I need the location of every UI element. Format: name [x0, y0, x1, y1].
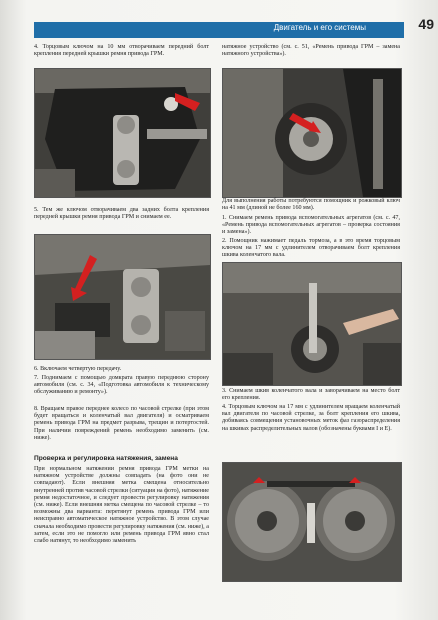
page-number: 49: [418, 16, 434, 32]
photo-crankshaft-pulley-bolt: [222, 262, 402, 386]
photo-tensioner-marks: [222, 68, 402, 198]
left-step-6: 6. Включаем четвертую передачу.: [34, 366, 122, 372]
right-step-4: 4. Торцовым ключом на 17 мм с удлинителем вращаем коленчатый вал двигателя по часовой стрелке, за болт крепления его шкива, добиваясь совмещения установочных меток фаз газораспределения на шкивах распределительных валов (обозначены буквами I и E).: [222, 404, 400, 432]
engine-photo-4: [223, 263, 401, 385]
right-tools-text: Для выполнения работы потребуются помощник и рожковый ключ на 41 мм (длиной не более 160 мм).: [222, 198, 400, 212]
engine-photo-5: [223, 463, 401, 581]
right-step-2: 2. Помощник нажимает педаль тормоза, а в это время торцовым ключом на 17 мм с удлинителем отворачиваем болт крепления шкива коленчатого вала.: [222, 238, 400, 259]
photo-timing-cover-front-bolt: [34, 68, 211, 198]
left-step-5: 5. Тем же ключом отворачиваем два задних болта крепления передней крышки ремня привода ГРМ и снимаем ее.: [34, 207, 209, 221]
engine-photo-3: [223, 69, 401, 197]
section-text: При нормальном натяжении ремня привода ГРМ метки на натяжном устройстве должны совпадать (на фото они не совпадают). Если внешняя метка смещена относительно внутренней против часовой стрелки (ситуация на фото), натяжение ремня недостаточное, и следует провести регулировку натяжения (см. ниже). Если внешняя метка смещена по часовой стрелке – то возможны два варианта: перетянут ремень привода ГРМ или неисправно автоматическое натяжное устройство. В этом случае сначала необходимо провести регулировку натяжения (см. ниже), а затем, если это не помогло или ремень привода ГРМ явно стал слабо натянут, то необходимо заменить: [34, 466, 209, 545]
page-header-bar: [34, 16, 434, 38]
section-heading: Проверка и регулировка натяжения, замена: [34, 455, 178, 462]
right-step-1: 1. Снимаем ремень привода вспомогательных агрегатов (см. с. 47, «Ремень привода вспомогательных агрегатов – проверка состояния и замена»).: [222, 215, 400, 236]
left-step-8: 8. Вращаем правое переднее колесо по часовой стрелке (при этом будет вращаться и коленчатый вал двигателя) и осматриваем ремень привода ГРМ на предмет разрыва, трещин и потертостей. При наличии повреждений ремень необходимо заменить (см. ниже).: [34, 406, 209, 441]
right-step-3: 3. Снимаем шкив коленчатого вала и заворачиваем на место болт его крепления.: [222, 388, 400, 402]
left-step-4: 4. Торцовым ключом на 10 мм отворачиваем передний болт крепления передней крышки ремня привода ГРМ.: [34, 44, 209, 58]
left-step-7: 7. Поднимаем с помощью домкрата правую переднюю сторону автомобиля (см. с. 34, «Подготовка автомобиля к техническому обслуживанию и ремонту»).: [34, 375, 209, 396]
photo-timing-cover-rear-bolts: [34, 234, 211, 360]
right-top-text: натяжное устройство (см. с. 51, «Ремень привода ГРМ – замена натяжного устройства»).: [222, 44, 400, 58]
header-title: Двигатель и его системы: [273, 23, 366, 32]
engine-photo-2: [35, 235, 210, 359]
engine-photo-1: [35, 69, 210, 197]
photo-camshaft-pulleys: [222, 462, 402, 582]
